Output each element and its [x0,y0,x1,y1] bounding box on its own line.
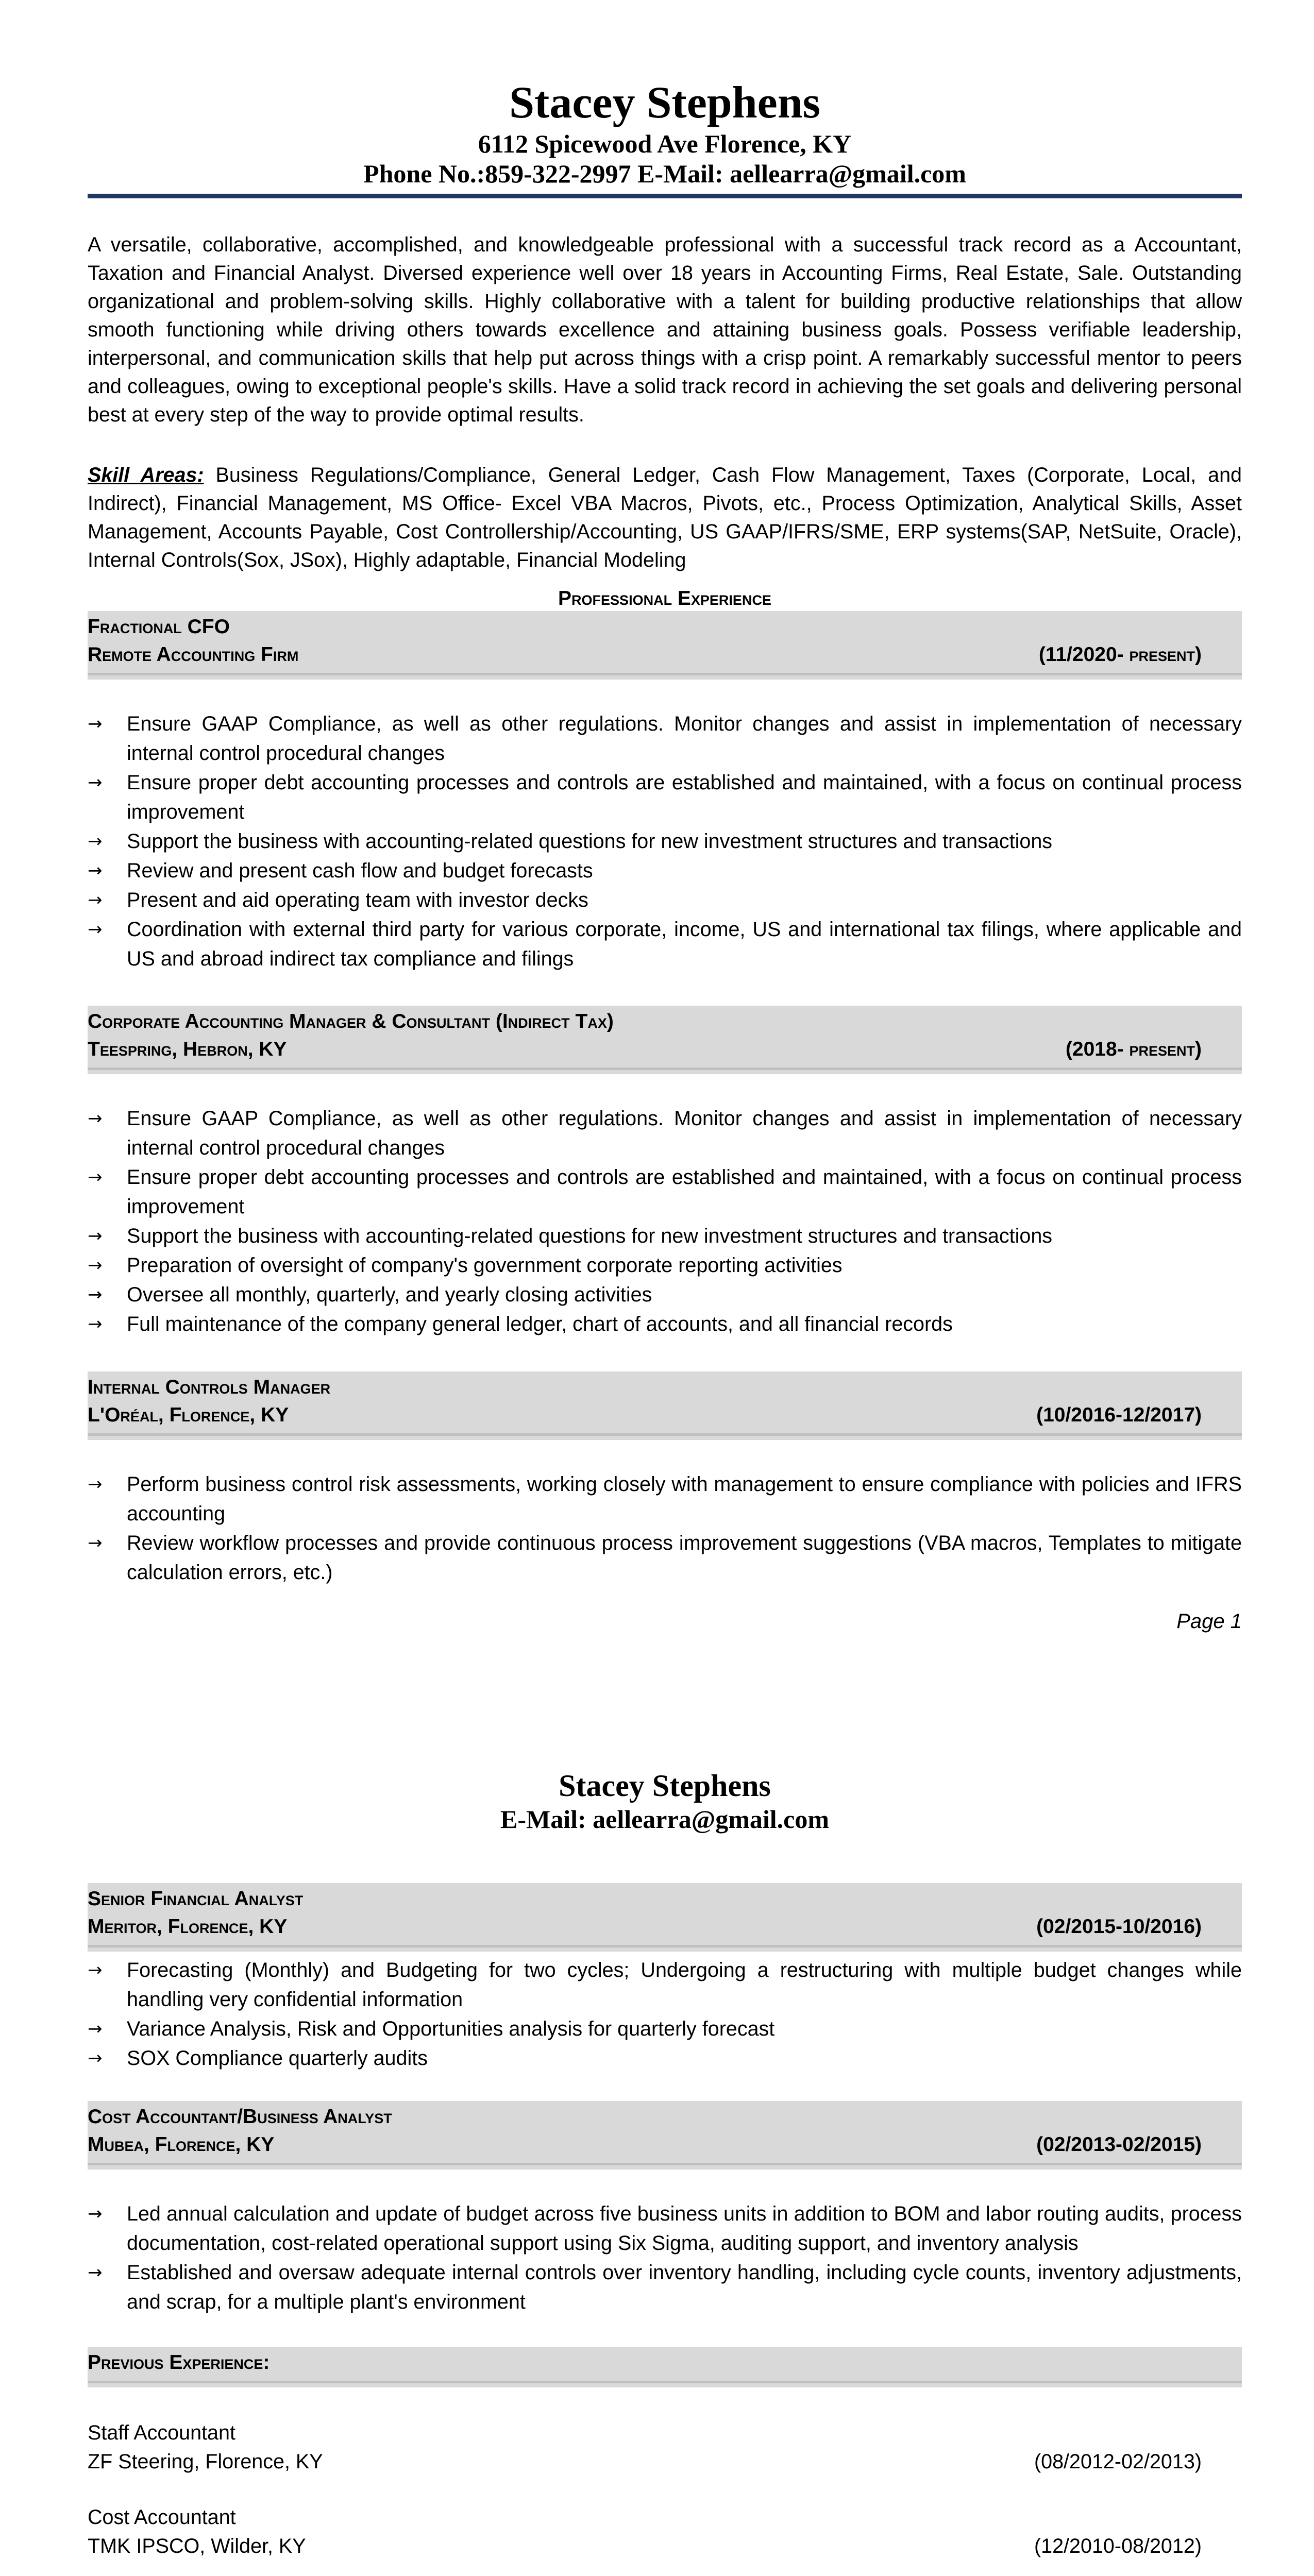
previous-role: Staff Accountant [88,2421,235,2444]
list-item [88,1222,1242,1251]
job-header-rule [88,2163,1242,2165]
experience-heading-wrap [88,585,1242,612]
skills-section [88,461,1242,574]
bullet-text: Established and oversaw adequate internal controls over inventory handling, including cycle counts, inventory adjustments, and scrap, for a multiple plant's environment [127,2261,1242,2313]
summary-section [88,231,1242,429]
arrow-icon: → [88,831,103,852]
job-header [88,1371,1242,1440]
job-fractional-cfo [88,611,1242,974]
job-header-rule [88,1433,1242,1436]
job-company: Mubea, Florence, KY [88,2133,275,2156]
job-header-rule [88,1945,1242,1947]
bullet-text: Present and aid operating team with investor decks [127,889,588,911]
job-header [88,2101,1242,2170]
arrow-icon: → [88,1314,103,1334]
job-company: L'Oréal, Florence, KY [88,1404,289,1426]
bullet-text: Ensure proper debt accounting processes and controls are established and maintained, with a focus on continual process improvement [127,1166,1242,1218]
arrow-icon: → [88,890,103,910]
skills-text: Business Regulations/Compliance, General Ledger, Cash Flow Management, Taxes (Corporate, Local, and Indirect), Financial Management, MS Office- Excel VBA Macros, Pivots, etc., Process Optimization, Analytical Skills, Asset Management, Accounts Payable, Cost Controllership/Accounting, US GAAP/IFRS/SME, ERP systems(SAP, NetSuite, Oracle), Internal Controls(Sox, JSox), Highly adaptable, Financial Modeling [88,464,1242,571]
job-header-rule [88,1067,1242,1070]
job-bullets [88,2199,1242,2317]
bullet-text: SOX Compliance quarterly audits [127,2047,428,2070]
job-company-row [88,641,1242,669]
job-title: Fractional CFO [88,616,230,638]
list-item [88,1529,1242,1587]
previous-row [88,2447,1242,2476]
bullet-text: Coordination with external third party for various corporate, income, US and international tax filings, where applicable and US and abroad indirect tax compliance and filings [127,918,1242,970]
job-header [88,1006,1242,1074]
candidate-email: E-Mail: aellearra@gmail.com [500,1805,829,1834]
job-company: Meritor, Florence, KY [88,1916,288,1938]
bullet-text: Review workflow processes and provide continuous process improvement suggestions (VBA macros, Templates to mitigate calculation errors, etc.) [127,1532,1242,1584]
job-title: Cost Accountant/Business Analyst [88,2106,392,2128]
arrow-icon: → [88,1108,103,1129]
job-internal-controls-manager [88,1371,1242,1587]
previous-role: Cost Accountant [88,2506,236,2529]
bullet-text: Preparation of oversight of company's government corporate reporting activities [127,1254,843,1277]
arrow-icon: → [88,772,103,793]
job-company-row [88,1913,1242,1941]
arrow-icon: → [88,2262,103,2283]
previous-dates: (08/2012-02/2013) [1034,2450,1202,2473]
bullet-text: Led annual calculation and update of budget across five business units in addition to BOM and labor routing audits, process documentation, cost-related operational support using Six Sigma, auditing support, and inventory analysis [127,2202,1242,2255]
arrow-icon: → [88,1255,103,1276]
list-item [88,2014,1242,2044]
previous-dates: (12/2010-08/2012) [1034,2535,1202,2557]
arrow-icon: → [88,714,103,734]
summary-paragraph: A versatile, collaborative, accomplished, and knowledgeable professional with a successful track record as a Accountant, Taxation and Financial Analyst. Diversed experience well over 18 years in Accounting Firms, Real Estate, Sale. Outstanding organizational and problem-solving skills. Highly collaborative with a talent for building productive relationships that allow smooth functioning while driving others towards excellence and attaining business goals. Possess verifiable leadership, interpersonal, and communication skills that help put across things with a crisp point. A remarkably successful mentor to peers and colleagues, owing to exceptional people's skills. Have a solid track record in achieving the set goals and delivering personal best at every step of the way to provide optimal results. [88,233,1242,426]
job-bullets [88,709,1242,974]
job-header [88,611,1242,680]
job-bullets [88,1470,1242,1587]
job-dates: (02/2013-02/2015) [1036,2133,1202,2156]
bullet-text: Ensure GAAP Compliance, as well as other regulations. Monitor changes and assist in implementation of necessary internal control procedural changes [127,1107,1242,1159]
list-item [88,827,1242,856]
page2-header [88,1767,1242,1834]
previous-place: TMK IPSCO, Wilder, KY [88,2535,306,2557]
job-dates: (2018- present) [1065,1038,1202,1060]
list-item [88,1310,1242,1339]
arrow-icon: → [88,2019,103,2039]
skills-paragraph [88,461,1242,574]
bullet-text: Review and present cash flow and budget forecasts [127,859,593,882]
previous-experience-title: Previous Experience: [88,2351,270,2374]
arrow-icon: → [88,1167,103,1188]
job-company: Teespring, Hebron, KY [88,1038,287,1060]
bullet-text: Forecasting (Monthly) and Budgeting for two cycles; Undergoing a restructuring with multiple budget changes while handling very confidential information [127,1959,1242,2011]
list-item [88,1104,1242,1163]
list-item [88,1280,1242,1310]
arrow-icon: → [88,1226,103,1246]
job-title: Internal Controls Manager [88,1376,331,1398]
arrow-icon: → [88,919,103,940]
candidate-contact: Phone No.:859-322-2997 E-Mail: aellearra@gmail.com [363,159,966,188]
candidate-address: 6112 Spicewood Ave Florence, KY [478,129,852,158]
list-item [88,856,1242,886]
job-corporate-accounting-manager [88,1006,1242,1339]
page-number: Page 1 [1176,1610,1242,1633]
previous-row [88,2532,1242,2561]
job-company: Remote Accounting Firm [88,643,299,666]
previous-experience-section [88,2347,1242,2576]
previous-item [88,2503,1242,2561]
list-item [88,1956,1242,2014]
bullet-text: Full maintenance of the company general ledger, chart of accounts, and all financial records [127,1313,953,1335]
job-dates: (11/2020- present) [1038,643,1202,666]
header-divider [88,194,1242,198]
bullet-text: Oversee all monthly, quarterly, and yearly closing activities [127,1283,652,1306]
arrow-icon: → [88,1533,103,1553]
job-bullets [88,1104,1242,1339]
experience-heading: Professional Experience [558,587,771,609]
candidate-name: Stacey Stephens [559,1769,771,1803]
job-title: Senior Financial Analyst [88,1888,304,1910]
list-item [88,886,1242,915]
job-company-row [88,1401,1242,1429]
previous-item [88,2418,1242,2476]
list-item [88,768,1242,827]
list-item [88,2258,1242,2317]
list-item [88,2044,1242,2073]
job-dates: (02/2015-10/2016) [1036,1916,1202,1938]
job-header-rule [88,673,1242,675]
page1-header [88,77,1242,198]
previous-experience-header [88,2347,1242,2387]
arrow-icon: → [88,2204,103,2224]
previous-place: ZF Steering, Florence, KY [88,2450,323,2473]
list-item [88,709,1242,768]
skills-label: Skill Areas: [88,464,204,486]
arrow-icon: → [88,1284,103,1305]
arrow-icon: → [88,2048,103,2069]
arrow-icon: → [88,1960,103,1980]
list-item [88,915,1242,974]
bullet-text: Ensure GAAP Compliance, as well as other regulations. Monitor changes and assist in implementation of necessary internal control procedural changes [127,713,1242,765]
job-bullets [88,1956,1242,2073]
bullet-text: Variance Analysis, Risk and Opportunities analysis for quarterly forecast [127,2018,775,2040]
job-senior-financial-analyst [88,1883,1242,2073]
job-company-row [88,2131,1242,2159]
job-cost-accountant-business-analyst [88,2101,1242,2317]
job-company-row [88,1036,1242,1063]
resume-page-2 [0,1700,1314,2576]
bullet-text: Support the business with accounting-related questions for new investment structures and transactions [127,830,1053,853]
job-dates: (10/2016-12/2017) [1036,1404,1202,1426]
job-title: Corporate Accounting Manager & Consultant (Indirect Tax) [88,1010,614,1032]
section-rule [88,2381,1242,2383]
list-item [88,2199,1242,2258]
list-item [88,1470,1242,1529]
job-header [88,1883,1242,1952]
bullet-text: Support the business with accounting-related questions for new investment structures and transactions [127,1225,1053,1247]
arrow-icon: → [88,1474,103,1495]
candidate-name: Stacey Stephens [509,78,820,128]
list-item [88,1163,1242,1222]
bullet-text: Perform business control risk assessments, working closely with management to ensure compliance with policies and IFRS accounting [127,1473,1242,1525]
arrow-icon: → [88,860,103,881]
bullet-text: Ensure proper debt accounting processes and controls are established and maintained, with a focus on continual process improvement [127,771,1242,823]
list-item [88,1251,1242,1280]
